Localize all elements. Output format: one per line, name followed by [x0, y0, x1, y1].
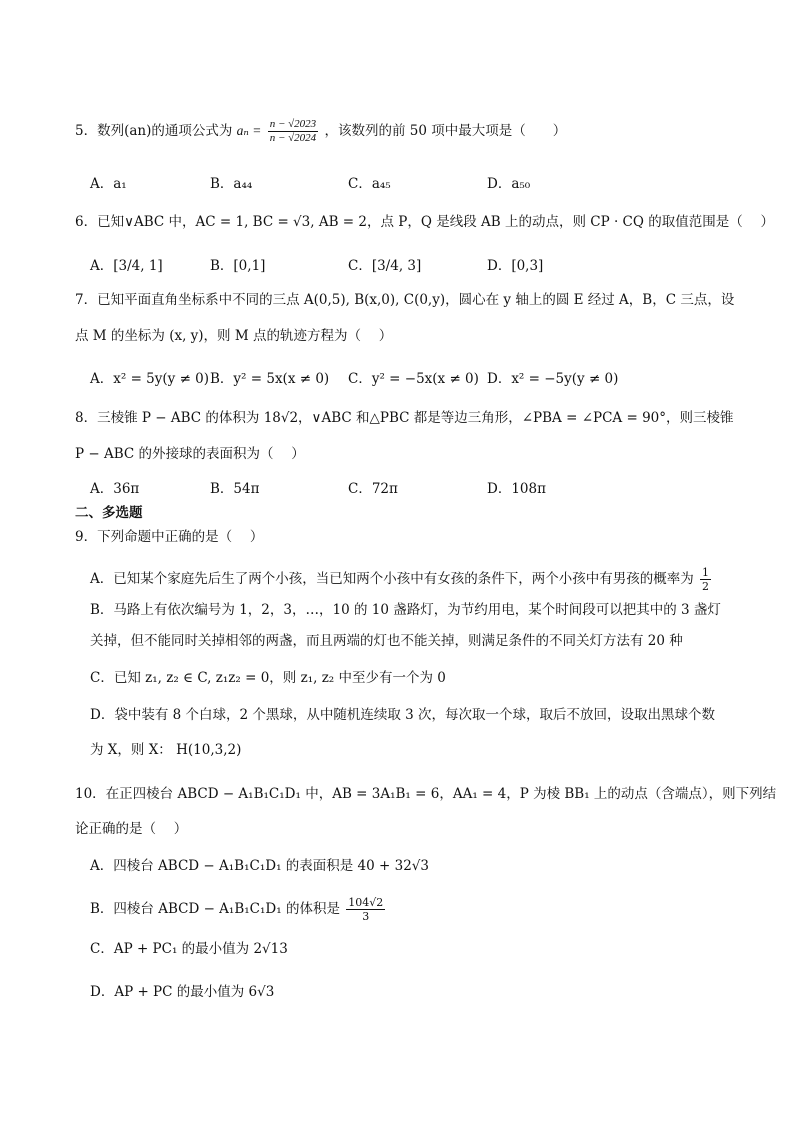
question-5-options — [90, 172, 730, 192]
q9-option-a-fraction — [700, 566, 711, 593]
question-5-stem — [75, 118, 566, 145]
q10-fraction-numerator: 104√2 — [348, 896, 384, 909]
q9-option-b-line1: B．马路上有依次编号为 1，2，3，…，10 的 10 盏路灯，为节约用电，某个时间段可以把其中的 3 盏灯 — [90, 602, 721, 618]
q5-fraction-numerator: n − √2023 — [269, 118, 317, 130]
q9-option-b-line2: 关掉，但不能同时关掉相邻的两盏，而且两端的灯也不能关掉，则满足条件的不同关灯方法有 20 种 — [90, 633, 683, 649]
question-7-stem-line1: 7．已知平面直角坐标系中不同的三点 A(0,5), B(x,0), C(0,y)，圆心在 y 轴上的圆 E 经过 A，B，C 三点，设 — [75, 292, 735, 308]
q10-option-c: C．AP + PC₁ 的最小值为 2√13 — [90, 941, 288, 957]
q5-fraction-denominator: n − √2024 — [269, 132, 317, 144]
q9-fraction-numerator: 1 — [702, 566, 710, 579]
question-8-stem-line1: 8．三棱锥 P − ABC 的体积为 18√2，∨ABC 和△PBC 都是等边三角形，∠PBA = ∠PCA = 90°，则三棱锥 — [75, 410, 734, 426]
q9-option-a-text: A．已知某个家庭先后生了两个小孩，当已知两个小孩中有女孩的条件下，两个小孩中有男孩的概率为 — [90, 571, 694, 587]
q10-option-a: A．四棱台 ABCD − A₁B₁C₁D₁ 的表面积是 40 + 32√3 — [90, 858, 430, 874]
question-7-options — [90, 367, 730, 387]
q5-option-a: A．a₁ — [90, 176, 127, 192]
q6-option-b: B．[0,1] — [210, 258, 266, 274]
q5-option-d: D．a₅₀ — [487, 176, 531, 192]
q8-option-c: C．72π — [348, 481, 398, 497]
q9-fraction-denominator: 2 — [702, 580, 710, 593]
question-10-stem-line2: 论正确的是（ ） — [75, 821, 188, 837]
q5-formula-fraction — [268, 118, 318, 145]
question-10-stem-line1: 10．在正四棱台 ABCD − A₁B₁C₁D₁ 中，AB = 3A₁B₁ = 6，AA₁ = 4，P 为棱 BB₁ 上的动点（含端点），则下列结 — [75, 786, 777, 802]
question-6-stem: 6．已知∨ABC 中，AC = 1, BC = √3, AB = 2，点 P，Q 是线段 AB 上的动点，则 CP · CQ 的取值范围是（ ） — [75, 214, 775, 230]
q6-option-a: A．[3/4, 1] — [90, 258, 163, 274]
question-6-options — [90, 254, 730, 274]
question-8-stem-line2: P − ABC 的外接球的表面积为（ ） — [75, 446, 305, 462]
question-9-stem: 9．下列命题中正确的是（ ） — [75, 529, 264, 545]
q6-option-d: D．[0,3] — [487, 258, 544, 274]
section-heading-multi-choice: 二、多选题 — [75, 505, 143, 521]
q6-option-c: C．[3/4, 3] — [348, 258, 422, 274]
q5-option-b: B．a₄₄ — [210, 176, 253, 192]
q5-stem-text: 5．数列(an)的通项公式为 — [75, 123, 233, 139]
q10-option-b-text: B．四棱台 ABCD − A₁B₁C₁D₁ 的体积是 — [90, 901, 340, 917]
q10-option-b — [90, 896, 387, 923]
q5-stem-tail: ，该数列的前 50 项中最大项是（ ） — [324, 123, 567, 139]
q9-option-a — [90, 566, 713, 593]
q9-option-d-line1: D．袋中装有 8 个白球，2 个黑球，从中随机连续取 3 次，每次取一个球，取后不放回，设取出黑球个数 — [90, 707, 716, 723]
q7-option-b: B．y² = 5x(x ≠ 0) — [210, 371, 330, 387]
q7-option-d: D．x² = −5y(y ≠ 0) — [487, 371, 619, 387]
q7-option-c: C．y² = −5x(x ≠ 0) — [348, 371, 479, 387]
q8-option-b: B．54π — [210, 481, 260, 497]
question-7-stem-line2: 点 M 的坐标为 (x, y)，则 M 点的轨迹方程为（ ） — [75, 328, 393, 344]
q10-option-d: D．AP + PC 的最小值为 6√3 — [90, 984, 275, 1000]
q5-formula-lhs: aₙ = — [236, 123, 262, 138]
q7-option-a: A．x² = 5y(y ≠ 0) — [90, 371, 210, 387]
q5-option-c: C．a₄₅ — [348, 176, 391, 192]
q10-fraction-denominator: 3 — [362, 910, 370, 923]
question-8-options — [90, 477, 730, 497]
q10-option-b-fraction — [346, 896, 385, 923]
q8-option-a: A．36π — [90, 481, 140, 497]
q8-option-d: D．108π — [487, 481, 546, 497]
q9-option-d-line2: 为 X，则 X： H(10,3,2) — [90, 742, 242, 758]
q9-option-c: C．已知 z₁, z₂ ∈ C, z₁z₂ = 0，则 z₁, z₂ 中至少有一个为 0 — [90, 670, 446, 686]
